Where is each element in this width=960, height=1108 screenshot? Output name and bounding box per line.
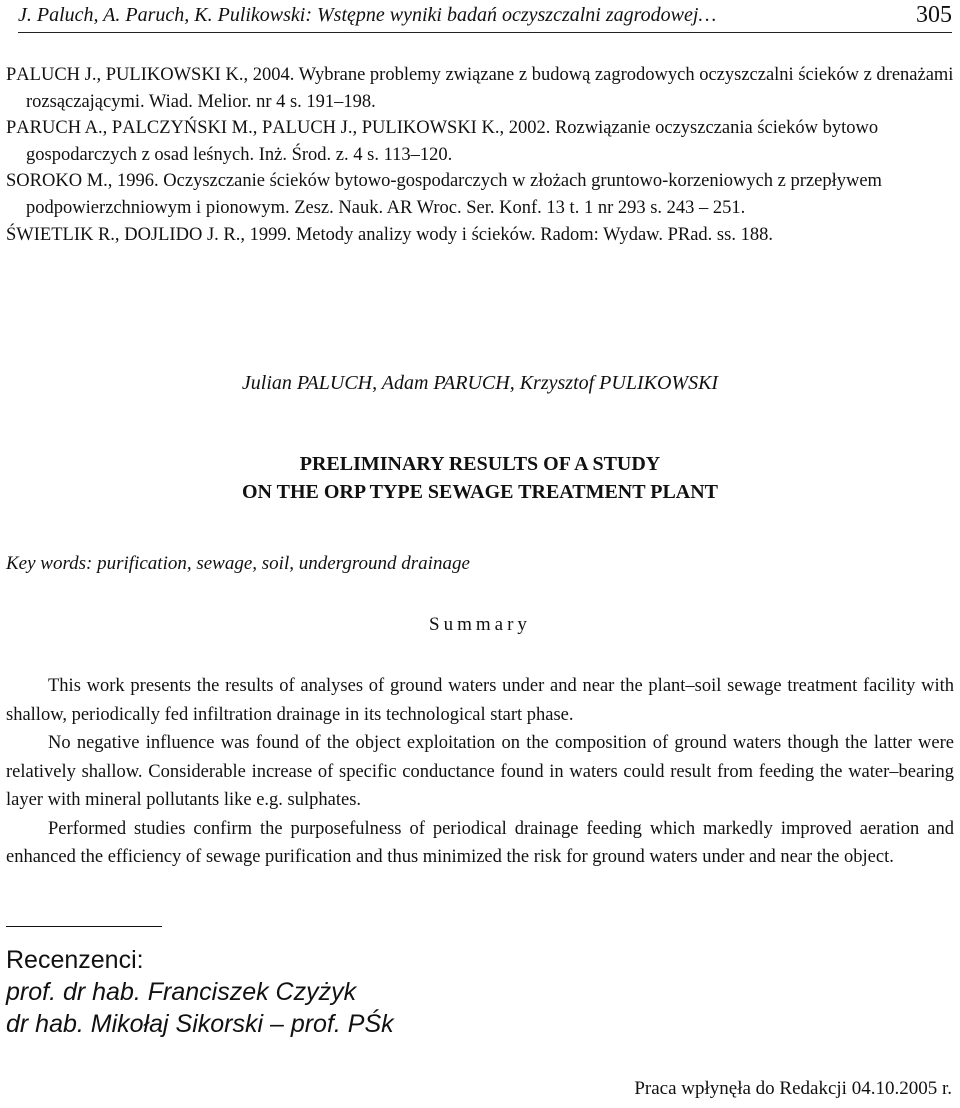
author-suffix: K., 2002. — [476, 118, 555, 139]
author-name: ALUCH — [272, 118, 337, 139]
page-number: 305 — [916, 2, 952, 28]
author-initial: Ś — [6, 224, 17, 245]
author-suffix: J. R., 1999. — [202, 224, 296, 245]
author-initial: D — [124, 224, 138, 245]
author-suffix: J., — [80, 65, 106, 85]
title-line: PRELIMINARY RESULTS OF A STUDY — [299, 453, 661, 475]
received-date: Praca wpłynęła do Redakcji 04.10.2005 r. — [634, 1078, 952, 1099]
section-divider — [6, 926, 162, 927]
author-name: ULIKOWSKI — [372, 118, 477, 139]
author-suffix: M., 1996. — [82, 171, 164, 192]
author-suffix: A., — [81, 118, 112, 139]
reference-text: Metody analizy wody i ścieków. Radom: Wydaw. PRad. ss. 188. — [295, 224, 773, 245]
summary-paragraph: Performed studies confirm the purposefulness of periodical drainage feeding which markedly improved aeration and enhanced the efficiency of sewage purification and thus minimized the risk for ground waters under and near the object. — [6, 818, 954, 867]
article-authors: Julian PALUCH, Adam PARUCH, Krzysztof PULIKOWSKI — [241, 372, 719, 394]
author-name: OROKO — [16, 171, 83, 192]
author-name: ARUCH — [16, 118, 82, 139]
author-initial: P — [262, 118, 273, 139]
article-title — [0, 450, 960, 506]
summary-paragraph: This work presents the results of analyses of ground waters under and near the plant–soil sewage treatment facility with shallow, periodically fed infiltration drainage in its technological start phase. — [6, 676, 954, 725]
summary-paragraph: No negative influence was found of the object exploitation on the composition of ground waters though the latter were relatively shallow. Considerable increase of specific conductance found in waters could result from feeding the water–bearing layer with mineral pollutants like e.g. sulphates. — [6, 733, 954, 810]
running-header — [18, 0, 952, 33]
reviewer-name: prof. dr hab. Franciszek Czyżyk — [6, 978, 357, 1006]
author-name: ULIKOWSKI — [116, 65, 221, 85]
author-name: ALCZYŃSKI — [122, 118, 228, 139]
author-name: ALUCH — [16, 65, 81, 85]
author-suffix: J., — [336, 118, 362, 139]
reference-item — [6, 62, 954, 115]
summary-heading: Summary — [429, 614, 531, 635]
author-initial: P — [105, 65, 117, 85]
reference-list — [6, 62, 954, 248]
reference-text: Rozwiązanie oczyszczania ścieków bytowo gospodarczych z osad leśnych. Inż. Środ. z. 4 s. 113–120. — [26, 118, 879, 165]
author-initial: S — [6, 171, 17, 192]
reviewers-label: Recenzenci: — [6, 946, 144, 974]
author-suffix: R., — [93, 224, 125, 245]
reference-text: Wybrane problemy związane z budową zagrodowych oczyszczalni ścieków z drenażami rozsączającymi. Wiad. Melior. nr 4 s. 191–198. — [26, 65, 954, 112]
running-title: J. Paluch, A. Paruch, K. Pulikowski: Wstępne wyniki badań oczyszczalni zagrodowej… — [18, 4, 717, 26]
author-initial: P — [6, 118, 17, 139]
author-initial: P — [361, 118, 373, 139]
author-name: WIETLIK — [16, 224, 94, 245]
reviewers-block — [6, 944, 394, 1040]
author-suffix: K., 2004. — [220, 65, 299, 85]
summary-body — [6, 672, 954, 872]
reference-text: Oczyszczanie ścieków bytowo-gospodarczych w złożach gruntowo-korzeniowych z przepływem podpowierzchniowym i pionowym. Zesz. Nauk. AR Wroc. Ser. Konf. 13 t. 1 nr 293 s. 243 – 251. — [26, 171, 882, 218]
author-initial: P — [6, 65, 17, 85]
reference-item — [6, 115, 954, 168]
reviewer-name: dr hab. Mikołaj Sikorski – prof. PŚk — [6, 1010, 394, 1038]
reference-item — [6, 168, 954, 221]
author-suffix: M., — [227, 118, 262, 139]
author-name: OJLIDO — [137, 224, 203, 245]
author-initial: P — [111, 118, 123, 139]
keywords: Key words: purification, sewage, soil, underground drainage — [6, 553, 470, 574]
title-line: ON THE ORP TYPE SEWAGE TREATMENT PLANT — [241, 481, 719, 503]
reference-item — [6, 222, 954, 249]
